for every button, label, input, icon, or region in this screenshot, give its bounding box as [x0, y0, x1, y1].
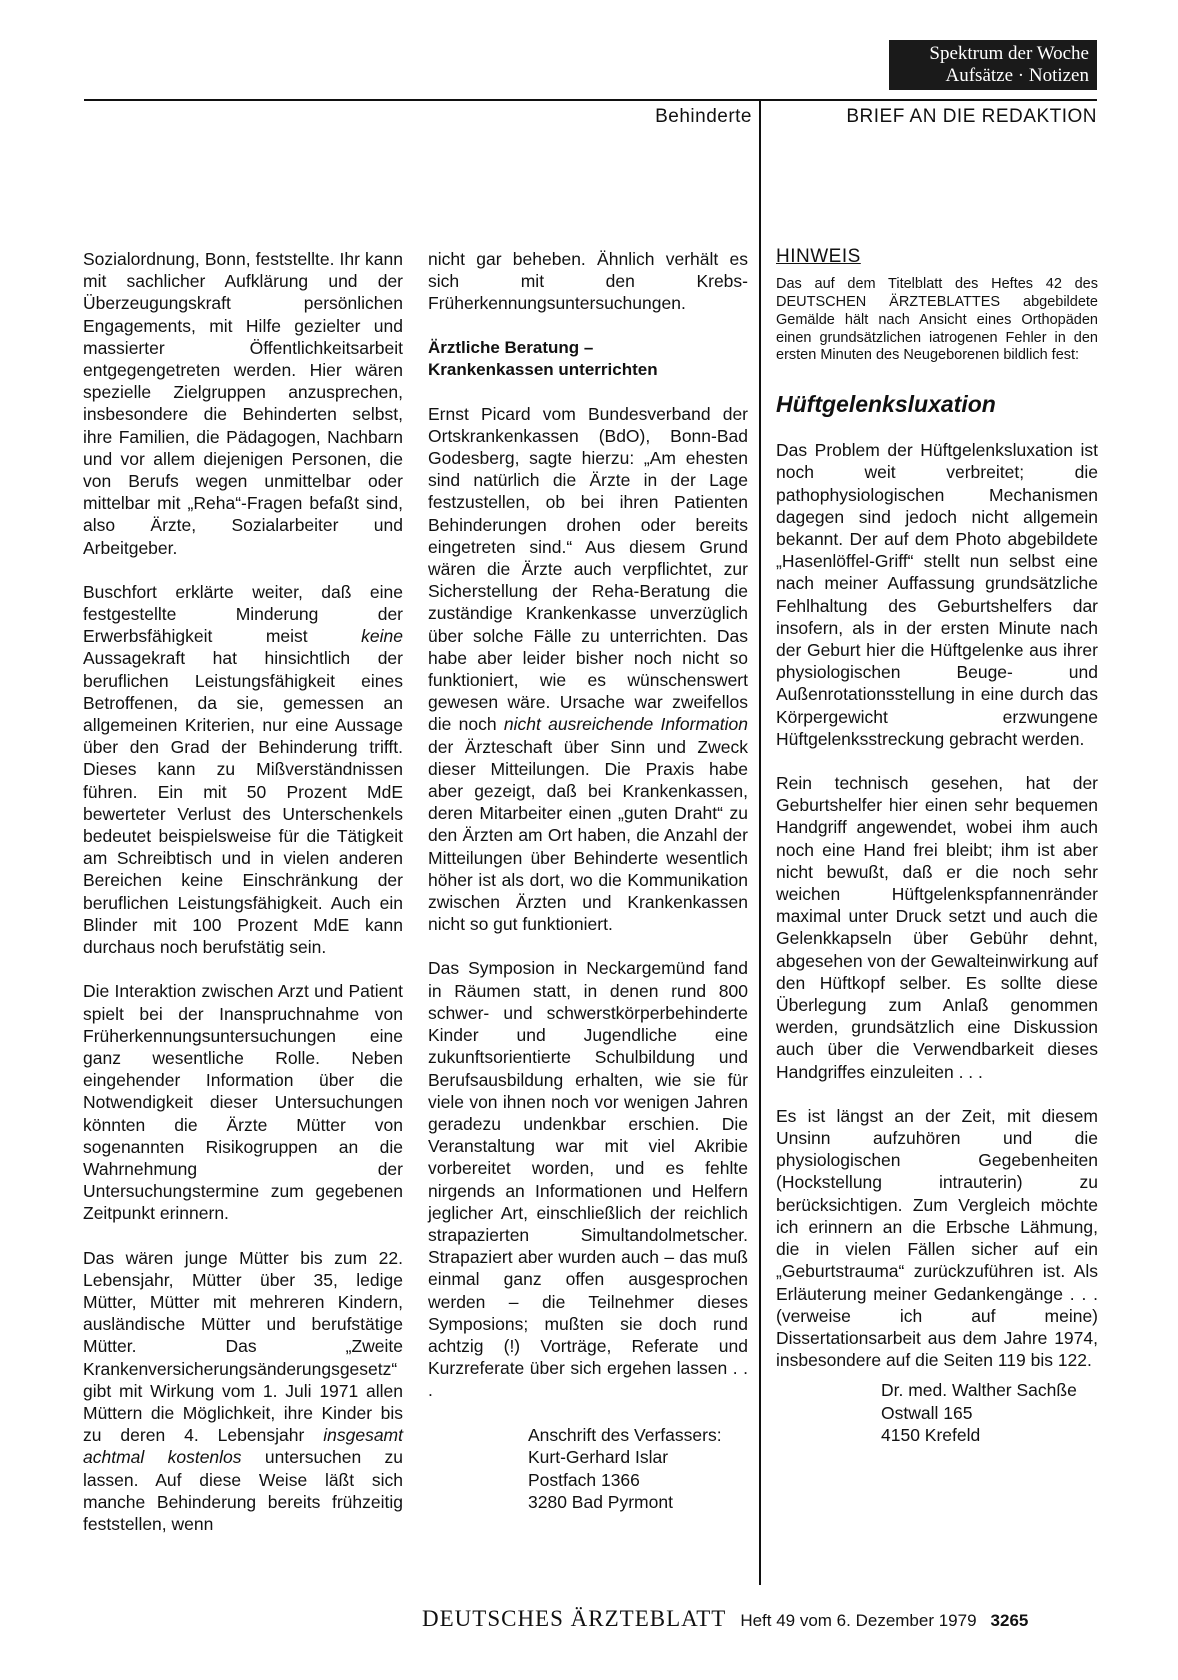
- col1-paragraph-2: [83, 581, 403, 958]
- page-footer: [422, 1606, 1098, 1632]
- emphasis: insgesamt achtmal kostenlos: [83, 1425, 403, 1468]
- text-run: Aussagekraft hat hinsichtlich der beruflichen Leistungsfähigkeit eines Betroffenen, da sie, gemessen an allgemeinen Kriterien, nur eine Aussage über den Grad der Behinderung trifft. Dieses kann zu Mißverständnissen führen. Ein mit 50 Prozent MdE bewerteter Verlust des Unterschenkels bedeutet beispielsweise für die Tätigkeit am Schreibtisch und in vielen anderen Bereichen keine Einschränkung der beruflichen Leistungsfähigkeit. Auch ein Blinder mit 100 Prozent MdE kann durchaus noch berufstätig sein.: [83, 648, 403, 958]
- signature-line: 4150 Krefeld: [881, 1425, 981, 1446]
- col2-paragraph-2: [428, 403, 748, 936]
- subheading: [428, 337, 748, 381]
- subheading-line-1: Ärztliche Beratung –: [428, 337, 594, 357]
- address-line: Kurt-Gerhard Islar: [528, 1447, 669, 1468]
- address-line: Postfach 1366: [528, 1469, 640, 1490]
- col3-paragraph-3: Es ist längst an der Zeit, mit diesem Unsinn aufzuhören und die physiologischen Gegebenheiten (Hockstellung intrauterin) zu berücksichtigen. Zum Vergleich möchte ich erinnern an die Erbsche Lähmung, die in vielen Fällen sicher auf ein „Geburtstrauma“ zurückzuführen ist. Als Erläuterung meiner Gedankengänge . . . (verweise ich auf meine) Dissertationsarbeit aus dem Jahre 1974, insbesondere auf die Seiten 119 bis 122.: [776, 1105, 1098, 1371]
- column-1: [83, 248, 403, 1557]
- subheading-line-2: Krankenkassen unterrichten: [428, 359, 658, 379]
- signature-line: Ostwall 165: [881, 1402, 973, 1423]
- col1-paragraph-4: [83, 1247, 403, 1536]
- author-address: [428, 1424, 748, 1514]
- hinweis-text: Das auf dem Titelblatt des Heftes 42 des DEUTSCHEN ÄRZTEBLATTES abgebildete Gemälde hält nach Ansicht eines Orthopäden einen grundsätzlichen iatrogenen Fehler in den ersten Minuten des Neugeborenen bildlich fest:: [776, 276, 1098, 364]
- emphasis: keine: [361, 626, 403, 647]
- column-3: [776, 248, 1098, 1447]
- issue-info: Heft 49 vom 6. Dezember 1979: [740, 1611, 977, 1630]
- top-rule: [84, 99, 1097, 101]
- page-number: 3265: [990, 1611, 1029, 1630]
- badge-line-1: Spektrum der Woche: [929, 43, 1089, 64]
- text-run: Buschfort erklärte weiter, daß eine festgestellte Minderung der Erwerbsfähigkeit meist: [83, 581, 403, 647]
- hinweis-title: HINWEIS: [776, 246, 861, 267]
- section-title-left: Behinderte: [655, 106, 752, 127]
- section-badge: [889, 40, 1097, 90]
- section-title-right: BRIEF AN DIE REDAKTION: [846, 106, 1097, 127]
- signature-line: Dr. med. Walther Sachße: [881, 1380, 1077, 1401]
- address-line: Anschrift des Verfassers:: [528, 1424, 722, 1445]
- article-title: Hüftgelenksluxation: [776, 391, 996, 418]
- col2-paragraph-3: Das Symposion in Neckargemünd fand in Räumen statt, in denen rund 800 schwer- und schwerstkörperbehinderte Kinder und Jugendliche eine zukunftsorientierte Schulbildung und Berufsausbildung erhalten, wie sie für viele von ihnen noch vor wenigen Jahren geradezu undenkbar erschien. Die Veranstaltung war mit viel Akribie vorbereitet worden, und es fehlte nirgends an Informationen und Helfern jeglicher Art, einschließlich der reichlich strapazierten Simultandolmetscher. Strapaziert aber wurden auch – das muß einmal ganz offen ausgesprochen werden – die Teilnehmer dieses Symposions; mußten sie doch rund achtzig (!) Vorträge, Referate und Kurzreferate über sich ergehen lassen . . .: [428, 958, 748, 1401]
- text-run: Ernst Picard vom Bundesverband der Ortskrankenkassen (BdO), Bonn-Bad Godesberg, sagte hierzu: „Am ehesten sind natürlich die Ärzte in der Lage festzustellen, ob bei ihren Patienten Behinderungen drohen oder bereits eingetreten sind.“ Aus diesem Grund wären die Ärzte auch verpflichtet, zur Sicherstellung der Reha-Beratung die zuständige Krankenkasse unverzüglich über solche Fälle zu unterrichten. Das habe aber leider bisher noch nicht so funktioniert, wie es wünschenswert gewesen wäre. Ursache war zweifellos die noch: [428, 403, 748, 735]
- col1-paragraph-1: Sozialordnung, Bonn, feststellte. Ihr kann mit sachlicher Aufklärung und der Überzeugungskraft persönlichen Engagements, mit Hilfe gezielter und massierter Öffentlichkeitsarbeit entgegengetreten werden. Hier wären spezielle Zielgruppen anzusprechen, insbesondere die Behinderten selbst, ihre Familien, die Pädagogen, Nachbarn und vor allem diejenigen Personen, die von Berufs wegen unmittelbar oder mittelbar mit „Reha“-Fragen befaßt sind, also Ärzte, Sozialarbeiter und Arbeitgeber.: [83, 249, 403, 558]
- magazine-name: DEUTSCHES ÄRZTEBLATT: [422, 1606, 727, 1631]
- col2-paragraph-1: nicht gar beheben. Ähnlich verhält es sich mit den Krebs-Früherkennungsuntersuchungen.: [428, 249, 748, 314]
- column-divider: [759, 101, 761, 1585]
- col3-paragraph-1: Das Problem der Hüftgelenksluxation ist noch weit verbreitet; die pathophysiologischen Mechanismen dagegen sind jedoch nicht allgemein bekannt. Der auf dem Photo abgebildete „Hasenlöffel-Griff“ stellt nun selbst eine nach meiner Auffassung grundsätzliche Fehlhaltung des Geburtshelfers dar insofern, als in der ersten Minute nach der Geburt hier die Hüftgelenke aus ihrer physiologischen Beuge- und Außenrotationsstellung in eine durch das Körpergewicht erzwungene Hüftgelenksstreckung gebracht werden.: [776, 440, 1098, 749]
- emphasis: nicht ausreichende Information: [503, 714, 748, 735]
- column-2: [428, 248, 748, 1514]
- col3-paragraph-2: Rein technisch gesehen, hat der Geburtshelfer hier einen sehr bequemen Handgriff angewendet, wobei ihm auch noch eine Hand frei bleibt; ihm ist aber nicht bewußt, daß er die noch sehr weichen Hüftgelenkspfannenränder maximal unter Druck setzt und auch die Gelenkkapseln über Gebühr dehnt, abgesehen von der Gewalteinwirkung auf den Hüftkopf selber. Es sollte diese Überlegung zum Anlaß genommen werden, grundsätzlich eine Diskussion auch über die Verwendbarkeit dieses Handgriffes einzuleiten . . .: [776, 773, 1099, 1082]
- text-run: untersuchen zu lassen. Auf diese Weise läßt sich manche Behinderung bereits frühzeitig feststellen, wenn: [83, 1447, 403, 1534]
- text-run: der Ärzteschaft über Sinn und Zweck dieser Mitteilungen. Die Praxis habe aber gezeigt, daß bei Krankenkassen, deren Mitarbeiter einen „guten Draht“ zu den Ärzten am Ort haben, die Anzahl der Mitteilungen über Behinderte wesentlich höher ist als dort, wo die Kommunikation zwischen Ärzten und Krankenkassen nicht so gut funktioniert.: [428, 736, 748, 935]
- badge-line-2: Aufsätze · Notizen: [945, 65, 1089, 86]
- text-run: Das wären junge Mütter bis zum 22. Lebensjahr, Mütter über 35, ledige Mütter, Mütter mit mehreren Kindern, ausländische Mütter und berufstätige Mütter. Das „Zweite Krankenversicherungsänderungsgesetz“ gibt mit Wirkung vom 1. Juli 1971 allen Müttern die Möglichkeit, ihre Kinder bis zu deren 4. Lebensjahr: [83, 1247, 403, 1446]
- col1-paragraph-3: Die Interaktion zwischen Arzt und Patient spielt bei der Inanspruchnahme von Früherkennungsuntersuchungen eine ganz wesentliche Rolle. Neben eingehender Information über die Notwendigkeit dieser Untersuchungen könnten die Ärzte Mütter von sogenannten Risikogruppen an die Wahrnehmung der Untersuchungstermine zum gegebenen Zeitpunkt erinnern.: [83, 981, 403, 1224]
- letter-signature: [776, 1379, 1098, 1447]
- address-line: 3280 Bad Pyrmont: [528, 1492, 673, 1513]
